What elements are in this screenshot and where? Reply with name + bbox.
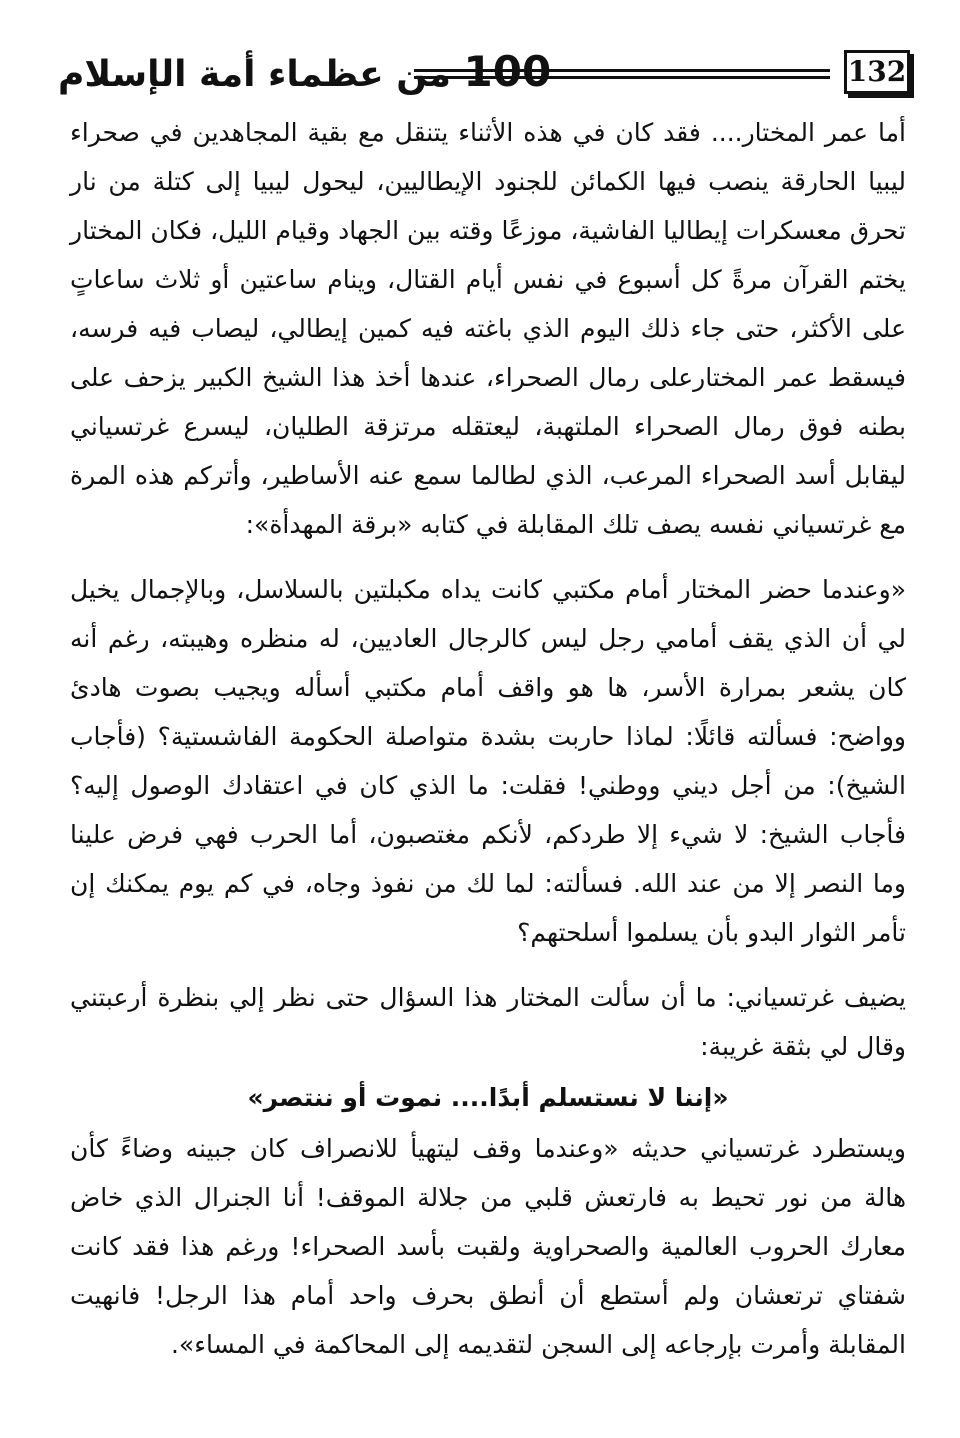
paragraph: «وعندما حضر المختار أمام مكتبي كانت يداه مكبلتين بالسلاسل، وبالإجمال يخيل لي أن الذي يقف أمامي رجل ليس كالرجال العاديين، له منظره وهيبته، رغم أنه كان يشعر بمرارة الأسر، ها هو واقف أمام مكتبي أسأله ويجيب بصوت هادئ وواضح: فسألته قائلًا: لماذا حاربت بشدة متواصلة الحكومة الفاشستية؟ (فأجاب الشيخ): من أجل ديني ووطني! فقلت: ما الذي كان في اعتقادك الوصول إليه؟ فأجاب الشيخ: لا شيء إلا طردكم، لأنكم مغتصبون، أما الحرب فهي فرض علينا وما النصر إلا من عند الله. فسألته: لما لك من نفوذ وجاه، في كم يوم يمكنك إن تأمر الثوار البدو بأن يسلموا أسلحتهم؟ <box>70 575 906 947</box>
centered-quote: «إننا لا نستسلم أبدًا.... نموت أو ننتصر» <box>247 1083 729 1112</box>
header-rule <box>414 69 830 72</box>
paragraph: أما عمر المختار.... فقد كان في هذه الأثناء يتنقل مع بقية المجاهدين في صحراء ليبيا الحارقة ينصب فيها الكمائن للجنود الإيطاليين، ليحول ليبيا إلى كتلة من نار تحرق معسكرات إيطاليا الفاشية، موزعًا وقته بين الجهاد وقيام الليل، فكان المختار يختم القرآن مرةً كل أسبوع في نفس أيام القتال، وينام ساعتين أو ثلاث ساعاتٍ على الأكثر، حتى جاء ذلك اليوم الذي باغته فيه كمين إيطالي، ليصاب فيه فرسه، فيسقط عمر المختارعلى رمال الصحراء، عندها أخذ هذا الشيخ الكبير يزحف على بطنه فوق رمال الصحراء الملتهبة، ليعتقله مرتزقة الطليان، ليسرع غرتسياني ليقابل أسد الصحراء المرعب، الذي لطالما سمع عنه الأساطير، وأتركم هذه المرة مع غرتسياني نفسه يصف تلك المقابلة في كتابه «برقة المهدأة»: <box>70 118 906 539</box>
header-rule-second <box>414 76 830 79</box>
page-header <box>58 42 910 104</box>
page-number: 132 <box>844 50 910 94</box>
book-title <box>58 42 551 102</box>
book-title-number: 100 <box>463 47 552 96</box>
book-title-text: من عظماء أمة الإسلام <box>58 54 451 95</box>
page-body <box>70 108 906 1385</box>
paragraph: يضيف غرتسياني: ما أن سألت المختار هذا السؤال حتى نظر إلي بنظرة أرعبتني وقال لي بثقة غريبة: <box>70 983 906 1061</box>
paragraph: ويستطرد غرتسياني حديثه «وعندما وقف ليتهيأ للانصراف كان جبينه وضاءً كأن هالة من نور تحيط به فارتعش قلبي من جلالة الموقف! أنا الجنرال الذي خاض معارك الحروب العالمية والصحراوية ولقبت بأسد الصحراء! ورغم هذا فقد كانت شفتاي ترتعشان ولم أستطع أن أنطق بحرف واحد أمام هذا الرجل! فانهيت المقابلة وأمرت بإرجاعه إلى السجن لتقديمه إلى المحاكمة في المساء». <box>70 1134 906 1359</box>
